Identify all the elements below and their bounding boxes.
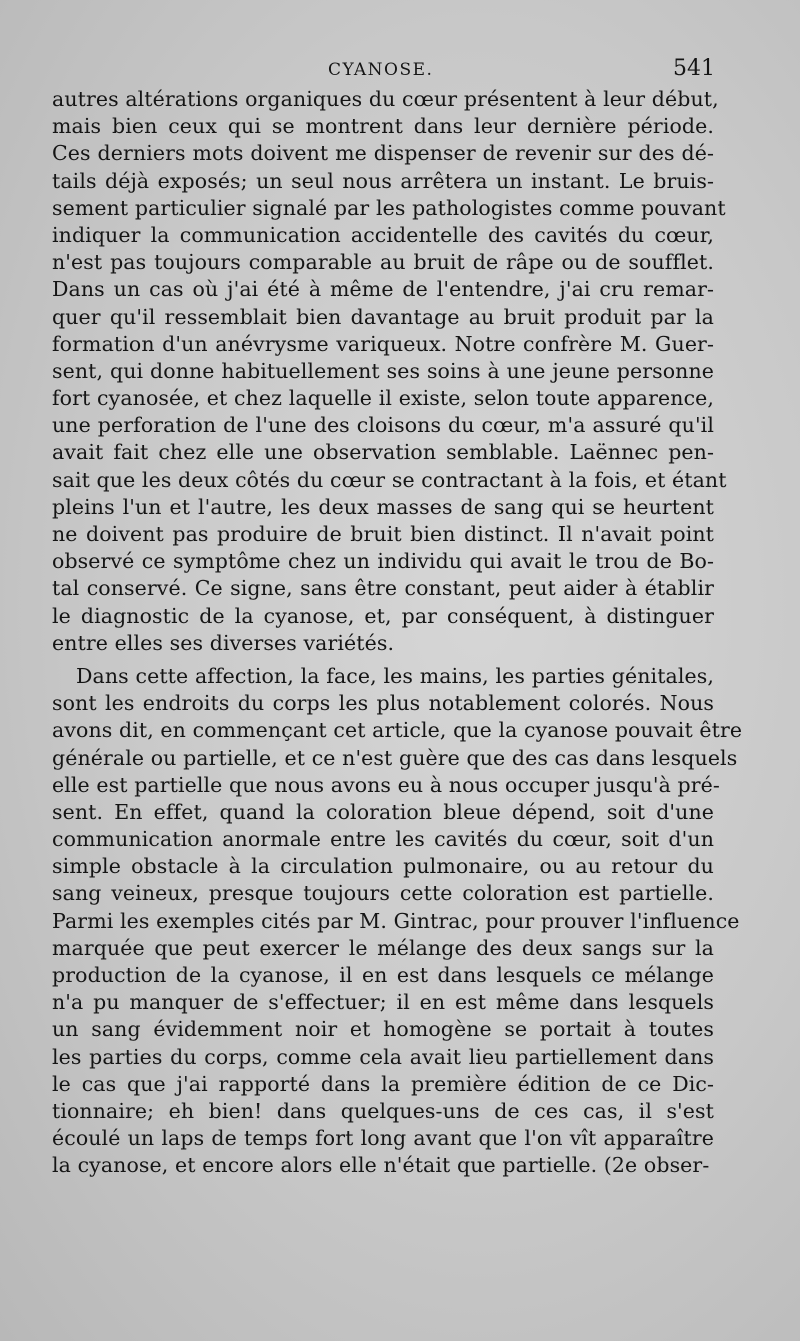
text-line: quer qu'il ressemblait bien davantage au bruit produit par la [52, 304, 714, 329]
body-text [52, 86, 743, 1180]
text-line: Dans un cas où j'ai été à même de l'entendre, j'ai cru remar- [52, 277, 714, 302]
text-line: le cas que j'ai rapporté dans la première édition de ce Dic- [52, 1071, 714, 1096]
text-line: générale ou partielle, et ce n'est guère que des cas dans lesquels [52, 745, 738, 770]
text-line: entre elles ses diverses variétés. [52, 630, 395, 655]
text-line: Parmi les exemples cités par M. Gintrac, pour prouver l'influence [52, 908, 740, 933]
text-line: marquée que peut exercer le mélange des deux sangs sur la [52, 935, 714, 960]
paragraph-2 [52, 663, 743, 1180]
text-line: mais bien ceux qui se montrent dans leur dernière période. [52, 114, 714, 139]
text-line: les parties du corps, comme cela avait lieu partiellement dans [52, 1044, 714, 1069]
text-line: sont les endroits du corps les plus notablement colorés. Nous [52, 691, 714, 716]
text-line: la cyanose, et encore alors elle n'était que partielle. (2e obser- [52, 1153, 710, 1178]
paragraph-1 [52, 86, 727, 657]
text-line: Ces derniers mots doivent me dispenser de revenir sur des dé- [52, 141, 714, 166]
text-line: pleins l'un et l'autre, les deux masses de sang qui se heurtent [52, 494, 714, 519]
text-line: le diagnostic de la cyanose, et, par conséquent, à distinguer [52, 603, 714, 628]
text-line: tails déjà exposés; un seul nous arrêtera un instant. Le bruis- [52, 168, 714, 193]
text-line: communication anormale entre les cavités du cœur, soit d'un [52, 827, 714, 852]
text-line: sait que les deux côtés du cœur se contractant à la fois, et étant [52, 467, 727, 492]
text-line: simple obstacle à la circulation pulmonaire, ou au retour du [52, 854, 714, 879]
text-line: avons dit, en commençant cet article, que la cyanose pouvait être [52, 718, 743, 743]
text-line: tionnaire; eh bien! dans quelques-uns de ces cas, il s'est [52, 1098, 714, 1123]
text-line: Dans cette affection, la face, les mains, les parties génitales, [76, 663, 714, 688]
text-line: un sang évidemment noir et homogène se portait à toutes [52, 1017, 714, 1042]
text-line: formation d'un anévrysme variqueux. Notre confrère M. Guer- [52, 331, 714, 356]
text-line: indiquer la communication accidentelle des cavités du cœur, [52, 222, 714, 247]
text-line: n'est pas toujours comparable au bruit de râpe ou de soufflet. [52, 250, 714, 275]
page-number: 541 [673, 56, 715, 81]
text-line: sement particulier signalé par les pathologistes comme pouvant [52, 195, 726, 220]
text-line: écoulé un laps de temps fort long avant que l'on vît apparaître [52, 1126, 714, 1151]
text-line: fort cyanosée, et chez laquelle il existe, selon toute apparence, [52, 386, 714, 411]
text-line: sang veineux, presque toujours cette coloration est partielle. [52, 881, 714, 906]
text-line: avait fait chez elle une observation semblable. Laënnec pen- [52, 440, 714, 465]
text-line: tal conservé. Ce signe, sans être constant, peut aider à établir [52, 576, 714, 601]
text-line: production de la cyanose, il en est dans lesquels ce mélange [52, 963, 714, 987]
text-line: une perforation de l'une des cloisons du cœur, m'a assuré qu'il [52, 413, 714, 438]
text-line: autres altérations organiques du cœur présentent à leur début, [52, 87, 719, 111]
text-line: sent, qui donne habituellement ses soins à une jeune personne [52, 358, 714, 383]
text-line: ne doivent pas produire de bruit bien distinct. Il n'avait point [52, 522, 714, 546]
running-title: CYANOSE. [328, 60, 434, 80]
text-line: observé ce symptôme chez un individu qui avait le trou de Bo- [52, 549, 714, 574]
text-line: sent. En effet, quand la coloration bleue dépend, soit d'une [52, 799, 714, 824]
running-head [0, 56, 800, 86]
text-line: elle est partielle que nous avons eu à nous occuper jusqu'à pré- [52, 772, 720, 797]
text-line: n'a pu manquer de s'effectuer; il en est même dans lesquels [52, 990, 714, 1015]
